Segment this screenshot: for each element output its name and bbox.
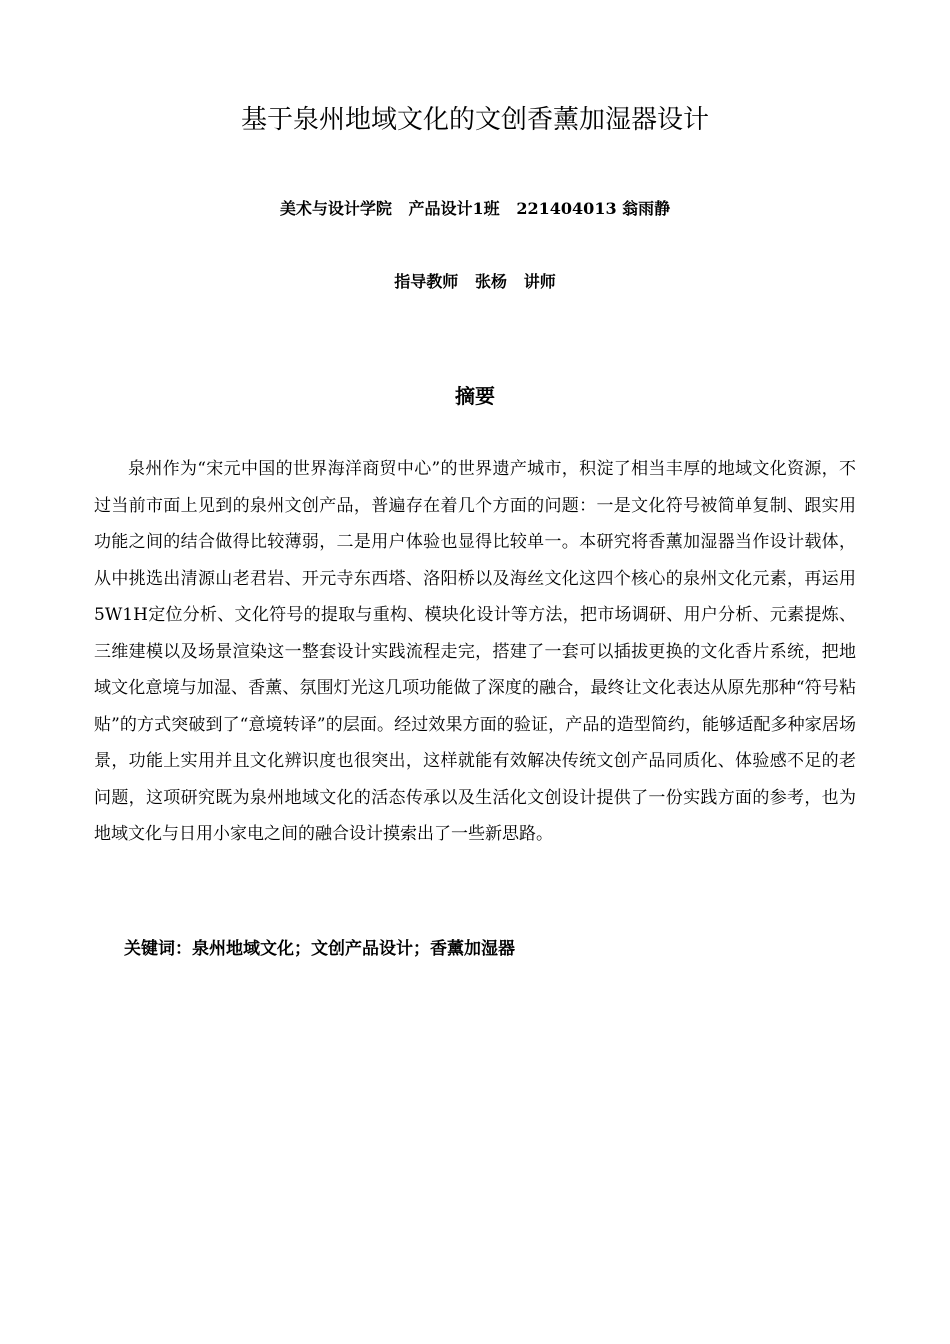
paper-title: 基于泉州地域文化的文创香薰加湿器设计 [240, 105, 709, 135]
author-info: 美术与设计学院 产品设计1班 221404013 翁雨静 [279, 199, 671, 218]
abstract-heading: 摘要 [455, 384, 495, 408]
abstract-body: 泉州作为“宋元中国的世界海洋商贸中心”的世界遗产城市，积淀了相当丰厚的地域文化资源，不过当前市面上见到的泉州文创产品，普遍存在着几个方面的问题：一是文化符号被简单复制、跟实用功能之间的结合做得比较薄弱，二是用户体验也显得比较单一。本研究将香薰加湿器当作设计载体，从中挑选出清源山老君岩、开元寺东西塔、洛阳桥以及海丝文化这四个核心的泉州文化元素，再运用5W1H定位分析、文化符号的提取与重构、模块化设计等方法，把市场调研、用户分析、元素提炼、三维建模以及场景渲染这一整套设计实践流程走完，搭建了一套可以插拔更换的文化香片系统，把地域文化意境与加湿、香薰、氛围灯光这几项功能做了深度的融合，最终让文化表达从原先那种“符号粘贴”的方式突破到了“意境转译”的层面。经过效果方面的验证，产品的造型简约，能够适配多种家居场景，功能上实用并且文化辨识度也很突出，这样就能有效解决传统文创产品同质化、体验感不足的老问题，这项研究既为泉州地域文化的活态传承以及生活化文创设计提供了一份实践方面的参考，也为地域文化与日用小家电之间的融合设计摸索出了一些新思路。 [94, 459, 856, 844]
keywords: 关键词：泉州地域文化；文创产品设计；香薰加湿器 [124, 939, 515, 959]
advisor-info: 指导教师 张杨 讲师 [394, 272, 556, 291]
